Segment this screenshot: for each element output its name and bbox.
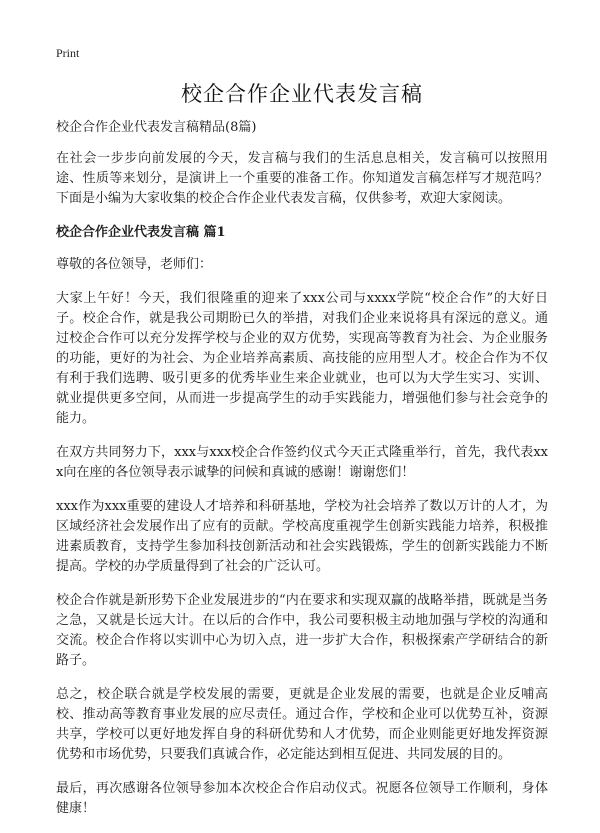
body-paragraph: 校企合作就是新形势下企业发展进步的“内在要求和实现双赢的战略举措，既就是当务之急，又就是长远大计。在以后的合作中，我公司要积极主动地加强与学校的沟通和交流。校企合作将以实训中心为切入点，进一步扩大合作，积极探索产学研结合的新路子。 <box>56 593 548 668</box>
body-paragraph: 总之，校企联合就是学校发展的需要，更就是企业发展的需要，也就是企业反哺高校、推动高等教育事业发展的应尽责任。通过合作，学校和企业可以优势互补，资源共享，学校可以更好地发挥自身的科研优势和人才优势，而企业则能更好地发挥资源优势和市场优势，只要我们真诚合作，必定能达到相互促进、共同发展的目的。 <box>56 687 548 762</box>
body-paragraph: xxx作为xxx重要的建设人才培养和科研基地，学校为社会培养了数以万计的人才，为区域经济社会发展作出了应有的贡献。学校高度重视学生创新实践能力培养，积极推进素质教育，支持学生参加科技创新活动和社会实践锻炼，学生的创新实践能力不断提高。学校的办学质量得到了社会的广泛认可。 <box>56 499 548 574</box>
body-paragraph: 在双方共同努力下，xxx与xxx校企合作签约仪式今天正式隆重举行，首先，我代表xxx向在座的各位领导表示诚挚的问候和真诚的感谢！谢谢您们！ <box>56 445 548 480</box>
intro-paragraph: 在社会一步步向前发展的今天，发言稿与我们的生活息息相关，发言稿可以按照用途、性质等来划分，是演讲上一个重要的准备工作。你知道发言稿怎样写才规范吗？下面是小编为大家收集的校企合作企业代表发言稿，仅供参考，欢迎大家阅读。 <box>56 151 548 206</box>
document-subtitle: 校企合作企业代表发言稿精品(8篇) <box>56 120 257 135</box>
body-paragraph: 大家上午好！今天，我们很隆重的迎来了xxx公司与xxxx学院“校企合作”的大好日子。校企合作，就是我公司期盼已久的举措，对我们企业来说将具有深远的意义。通过校企合作可以充分发挥学校与企业的双方优势，实现高等教育为社会、为企业服务的功能，更好的为社会、为企业培养高素质、高技能的应用型人才。校企合作为不仅有利于我们选聘、吸引更多的优秀毕业生来企业就业，也可以为大学生实习、实训、就业提供更多空间，从而进一步提高学生的动手实践能力，增强他们参与社会竞争的能力。 <box>56 291 548 426</box>
body-paragraph: 最后，再次感谢各位领导参加本次校企合作启动仪式。祝愿各位领导工作顺利，身体健康！ <box>56 781 548 816</box>
section-heading: 校企合作企业代表发言稿 篇1 <box>56 225 226 240</box>
document-body <box>56 118 548 833</box>
document-title: 校企合作企业代表发言稿 <box>181 82 423 106</box>
salutation: 尊敬的各位领导，老师们： <box>56 257 213 272</box>
print-link[interactable]: Print <box>56 46 80 60</box>
